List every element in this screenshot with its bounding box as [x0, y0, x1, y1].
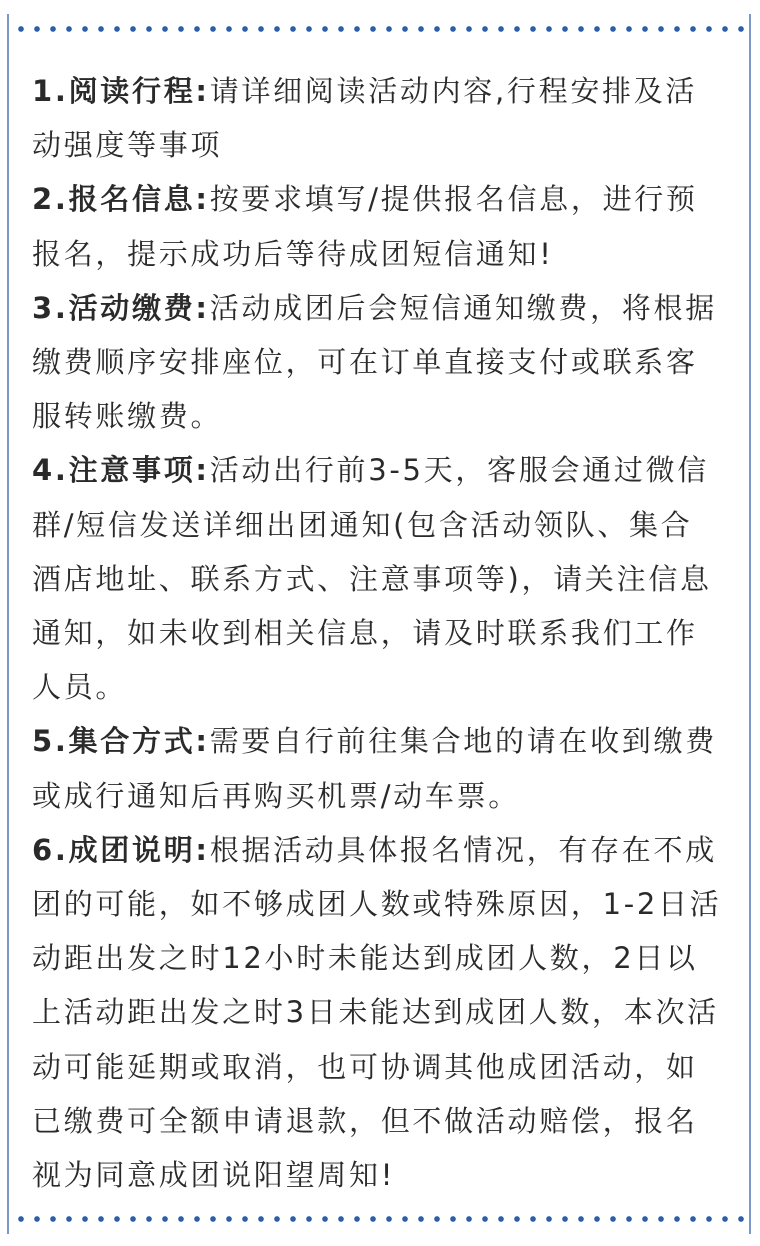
- item-text: 请详细阅读活动内容,行程安排及活动强度等事项: [32, 74, 698, 163]
- notice-item-group-formation: [32, 823, 722, 1202]
- item-title: 5.集合方式:: [32, 724, 210, 759]
- item-text: 活动成团后会短信通知缴费，将根据缴费顺序安排座位，可在订单直接支付或联系客服转账缴费。: [32, 290, 717, 434]
- item-text: 按要求填写/提供报名信息，进行预报名，提示成功后等待成团短信通知!: [32, 182, 698, 271]
- item-title: 3.活动缴费:: [32, 290, 210, 325]
- notice-item-gathering: [32, 714, 722, 822]
- notice-item-payment: [32, 281, 722, 444]
- item-title: 2.报名信息:: [32, 182, 210, 217]
- bottom-dotted-border: [9, 1216, 749, 1222]
- notice-item-reading: [32, 64, 722, 172]
- notice-item-registration: [32, 172, 722, 280]
- notice-content: [32, 64, 722, 1202]
- item-title: 4.注意事项:: [32, 453, 210, 488]
- item-title: 1.阅读行程:: [32, 74, 210, 108]
- item-text: 活动出行前3-5天，客服会通过微信群/短信发送详细出团通知(包含活动领队、集合酒店地址、联系方式、注意事项等)，请关注信息通知，如未收到相关信息，请及时联系我们工作人员。: [32, 453, 712, 705]
- top-dotted-border: [9, 26, 749, 32]
- item-text: 需要自行前往集合地的请在收到缴费或成行通知后再购买机票/动车票。: [32, 724, 717, 813]
- notice-item-attention: [32, 443, 722, 714]
- item-text: 根据活动具体报名情况，有存在不成团的可能，如不够成团人数或特殊原因，1-2日活动距出发之时12小时未能达到成团人数，2日以上活动距出发之时3日未能达到成团人数，本次活动可能延期或取消，也可协调其他成团活动，如已缴费可全额申请退款，但不做活动赔偿，报名视为同意成团说阳望周知!: [32, 832, 722, 1193]
- item-title: 6.成团说明:: [32, 832, 210, 867]
